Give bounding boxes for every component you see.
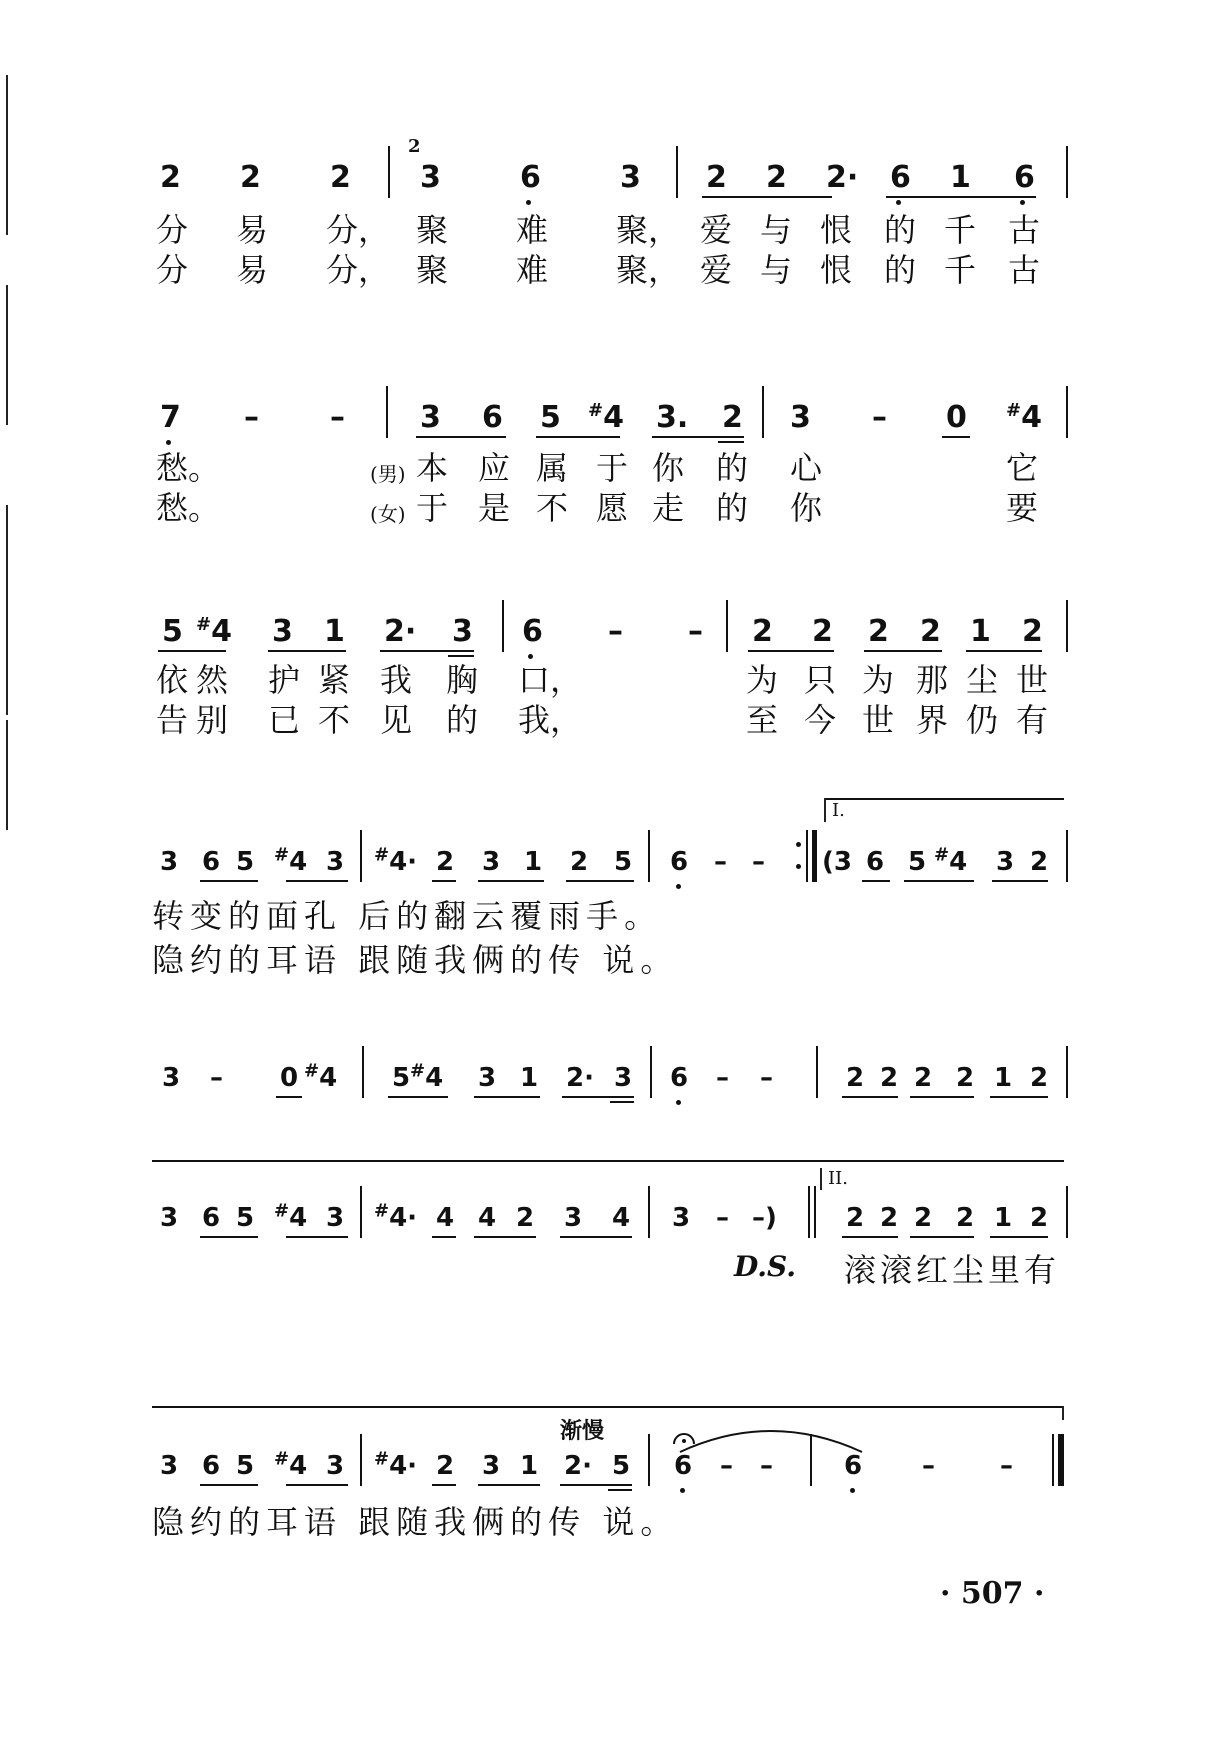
barline	[816, 1046, 818, 1098]
final-barline	[1058, 1434, 1064, 1486]
note: 4	[612, 1203, 631, 1233]
note: 2	[1030, 1063, 1049, 1093]
low-octave-dot	[676, 884, 681, 889]
barline	[362, 1046, 364, 1098]
note: 3	[614, 1063, 633, 1093]
note: 6	[202, 847, 221, 877]
note: 3	[790, 400, 811, 435]
note: 2·	[564, 1451, 592, 1481]
notes-row	[0, 136, 1226, 218]
beam	[862, 880, 890, 882]
barline	[1066, 146, 1068, 198]
low-octave-dot	[676, 1100, 681, 1105]
beam	[276, 1096, 302, 1098]
note: 3	[996, 847, 1015, 877]
beam	[842, 1096, 898, 1098]
note: 2	[846, 1203, 865, 1233]
note: #4	[274, 1200, 308, 1233]
note: #4·	[374, 844, 418, 877]
note: #4	[304, 1060, 338, 1093]
beam	[268, 650, 346, 652]
note: 3	[482, 1451, 501, 1481]
note: 5	[236, 1203, 255, 1233]
barline	[360, 830, 362, 882]
beam	[158, 650, 226, 652]
note: #4	[196, 614, 232, 649]
volta-label: I.	[832, 800, 845, 821]
repeat-dot	[796, 842, 801, 847]
volta-bracket	[824, 798, 826, 822]
note: 2	[330, 160, 351, 195]
beam	[904, 880, 974, 882]
note: 3	[564, 1203, 583, 1233]
beam	[992, 880, 1048, 882]
end-bracket	[1062, 1406, 1064, 1420]
beam	[562, 1096, 634, 1098]
beam	[864, 650, 942, 652]
beam	[886, 196, 1036, 198]
barline	[1066, 830, 1068, 882]
dash: –	[210, 1063, 223, 1093]
note: 0	[280, 1063, 299, 1093]
note: 2	[766, 160, 787, 195]
note: 2	[240, 160, 261, 195]
dash: –	[922, 1451, 935, 1481]
barline	[648, 1186, 650, 1238]
note: 2	[570, 847, 589, 877]
beam	[200, 880, 258, 882]
note: 6	[670, 1063, 689, 1093]
note: 6	[202, 1203, 221, 1233]
beam	[286, 1484, 348, 1486]
low-octave-dot	[1020, 200, 1025, 205]
beam	[702, 196, 832, 198]
barline	[1066, 600, 1068, 652]
note: 2	[914, 1203, 933, 1233]
margin-line	[6, 505, 8, 715]
beam	[942, 436, 970, 438]
low-octave-dot	[850, 1488, 855, 1493]
beam	[448, 655, 474, 657]
note: 2	[880, 1063, 899, 1093]
low-octave-dot	[526, 200, 531, 205]
barline	[762, 386, 764, 438]
beam	[842, 1236, 898, 1238]
beam	[380, 650, 474, 652]
beam	[652, 436, 744, 438]
volta-label: II.	[828, 1168, 848, 1189]
note: 5	[162, 614, 183, 649]
beam	[286, 1236, 348, 1238]
note: 2·	[826, 160, 859, 195]
dash: –	[1000, 1451, 1013, 1481]
note: 2	[436, 1451, 455, 1481]
note: 5	[612, 1451, 631, 1481]
note: 1	[994, 1203, 1013, 1233]
barline	[650, 1046, 652, 1098]
note: 6	[522, 614, 543, 649]
dash: –	[716, 1063, 729, 1093]
note: 6	[674, 1451, 693, 1481]
beam	[416, 436, 506, 438]
volta-bracket	[824, 798, 1064, 800]
beam	[536, 436, 620, 438]
note: (3	[822, 847, 852, 877]
note: #4	[274, 1448, 308, 1481]
low-octave-dot	[166, 440, 171, 445]
barline	[1066, 1186, 1068, 1238]
low-octave-dot	[528, 654, 533, 659]
dash: –	[716, 1203, 729, 1233]
note: 3	[452, 614, 473, 649]
low-octave-dot	[896, 200, 901, 205]
note: 3	[160, 847, 179, 877]
note: 5	[392, 1063, 411, 1093]
grace-note: 2	[408, 136, 421, 157]
note: 2	[956, 1063, 975, 1093]
note: 2	[752, 614, 773, 649]
note: 2	[1030, 847, 1049, 877]
beam	[990, 1096, 1048, 1098]
note: 6	[520, 160, 541, 195]
note: 1	[520, 1063, 539, 1093]
note: 2	[1030, 1203, 1049, 1233]
low-octave-dot	[680, 1488, 685, 1493]
note: 2	[436, 847, 455, 877]
notes-row	[0, 1446, 1226, 1506]
repeat-barline	[812, 830, 817, 882]
notes-row	[0, 1058, 1226, 1118]
note: 6	[866, 847, 885, 877]
dash: –	[752, 847, 765, 877]
dash: –	[330, 400, 345, 435]
note: 3	[672, 1203, 691, 1233]
beam	[966, 650, 1042, 652]
note: 2·	[566, 1063, 594, 1093]
dash: –	[760, 1063, 773, 1093]
beam	[990, 1236, 1048, 1238]
note: 7	[160, 400, 181, 435]
ds-marking: D.S.	[734, 1250, 797, 1283]
note: 6	[202, 1451, 221, 1481]
note: 3	[326, 1451, 345, 1481]
barline	[360, 1186, 362, 1238]
barline	[1066, 386, 1068, 438]
note: 3	[162, 1063, 181, 1093]
beam	[560, 1484, 632, 1486]
note: #4	[274, 844, 308, 877]
beam	[910, 1096, 974, 1098]
dash: –	[714, 847, 727, 877]
note: 2	[160, 160, 181, 195]
beam	[474, 1236, 536, 1238]
note: 2	[516, 1203, 535, 1233]
note: 5	[908, 847, 927, 877]
note: 6	[670, 847, 689, 877]
note: 1	[970, 614, 991, 649]
note: 3	[160, 1203, 179, 1233]
barline	[386, 386, 388, 438]
barline	[810, 1434, 812, 1486]
note: 5	[540, 400, 561, 435]
score-page: 2 2 2 2 3 6 3 2 2 2· 6 1 6 分 易 分， 聚 难 聚， 爱 与 恨 的 千 古 分 易 分， 聚 难 聚， 爱 与 恨 的 千 古 7 – – 3 6 5 #4 3. 2 3 – 0 #4 愁。 (男) 本 应 属 于 你 的 心 它 愁。 (女) 于 是 不 愿 走 的 你 要 5 #4 3 1 2· 3 6 – – 2 2 2 2 1 2 依 然 护 紧 我 胸 口， 为 只 为 那 尘 世 告 别 已 不 见 的 我， 至 今 世 界 仍 有 I. 3 6 5 #4 3 #4· 2 3 1 2 5 6 – – (3 6 5 #4 3 2 转变的面孔 后的翻云覆雨手。 隐约的耳语 跟随我俩的传 说。 3 – 0 #4 5 #4 3 1 2· 3 6 – – 2 2 2 2 1 2 II. 3 6 5 #4 3 #4· 4 4 2 3 4 3 – –) 2 2 2 2 1 2 D.S. 滚滚红尘里有 渐慢 3 6 5 #4 3 #4· 2 3 1 2· 5 6 – – 6 – – 隐约的耳语 跟随我俩的传 说。 · 507 ·	[0, 0, 1226, 1752]
note: 5	[614, 847, 633, 877]
beam	[718, 441, 744, 443]
dash: –	[720, 1451, 733, 1481]
note: 1	[950, 160, 971, 195]
note: 5	[236, 847, 255, 877]
barline	[726, 600, 728, 652]
note: 2	[1022, 614, 1043, 649]
beam	[748, 650, 834, 652]
note: 6	[890, 160, 911, 195]
tempo-marking: 渐慢	[560, 1418, 605, 1444]
barline	[648, 830, 650, 882]
beam	[474, 1096, 540, 1098]
barline	[676, 146, 678, 198]
note: 2	[920, 614, 941, 649]
note: 3.	[656, 400, 689, 435]
staff-rule	[152, 1406, 1064, 1408]
dash: –	[760, 1451, 773, 1481]
note: 3	[326, 1203, 345, 1233]
note: 1	[520, 1451, 539, 1481]
volta-bracket	[820, 1168, 822, 1190]
note: 3	[478, 1063, 497, 1093]
note: 1	[524, 847, 543, 877]
note: 3	[326, 847, 345, 877]
double-barline	[808, 1186, 810, 1238]
beam	[610, 1101, 634, 1103]
note: #4	[1006, 400, 1042, 435]
beam	[608, 1489, 632, 1491]
barline	[388, 146, 390, 198]
beam	[566, 880, 634, 882]
note: 3	[482, 847, 501, 877]
note: 1	[324, 614, 345, 649]
beam	[910, 1236, 974, 1238]
note: 3	[620, 160, 641, 195]
notes-row	[0, 1198, 1226, 1258]
repeat-dot	[796, 864, 801, 869]
note: 6	[844, 1451, 863, 1481]
note: 2	[914, 1063, 933, 1093]
note: 3	[420, 400, 441, 435]
beam	[432, 880, 456, 882]
note: 5	[236, 1451, 255, 1481]
beam	[478, 880, 544, 882]
double-barline	[814, 1186, 816, 1238]
note: 2	[868, 614, 889, 649]
beam	[200, 1484, 258, 1486]
barline	[360, 1434, 362, 1486]
dash: –	[688, 614, 703, 649]
barline	[648, 1434, 650, 1486]
dash: –)	[752, 1203, 777, 1233]
note: 4	[436, 1203, 455, 1233]
note: #4·	[374, 1448, 418, 1481]
note: 3	[272, 614, 293, 649]
note: 6	[1014, 160, 1035, 195]
notes-row	[0, 842, 1226, 902]
dash: –	[872, 400, 887, 435]
note: 2	[880, 1203, 899, 1233]
note: 3	[420, 160, 441, 195]
beam	[478, 1484, 540, 1486]
note: 2·	[384, 614, 417, 649]
beam	[286, 880, 348, 882]
dash: –	[244, 400, 259, 435]
beam	[200, 1236, 258, 1238]
note: 2	[706, 160, 727, 195]
note: 2	[722, 400, 743, 435]
note: 4	[478, 1203, 497, 1233]
note: 1	[994, 1063, 1013, 1093]
beam	[388, 1096, 448, 1098]
beam	[560, 1236, 632, 1238]
margin-line	[6, 720, 8, 830]
note: #4	[410, 1060, 444, 1093]
dash: –	[608, 614, 623, 649]
note: 3	[160, 1451, 179, 1481]
page-number: · 507 ·	[940, 1576, 1045, 1611]
note: 2	[812, 614, 833, 649]
note: 0	[946, 400, 967, 435]
note: 6	[482, 400, 503, 435]
fermata	[672, 1430, 696, 1446]
barline	[502, 600, 504, 652]
note: #4	[934, 844, 968, 877]
note: #4	[588, 400, 624, 435]
note: 2	[846, 1063, 865, 1093]
beam	[432, 1236, 456, 1238]
beam	[432, 1484, 456, 1486]
staff-rule	[152, 1160, 1064, 1162]
note: 2	[956, 1203, 975, 1233]
note: #4·	[374, 1200, 418, 1233]
final-barline	[1052, 1434, 1054, 1486]
repeat-barline	[806, 830, 808, 882]
barline	[1066, 1046, 1068, 1098]
